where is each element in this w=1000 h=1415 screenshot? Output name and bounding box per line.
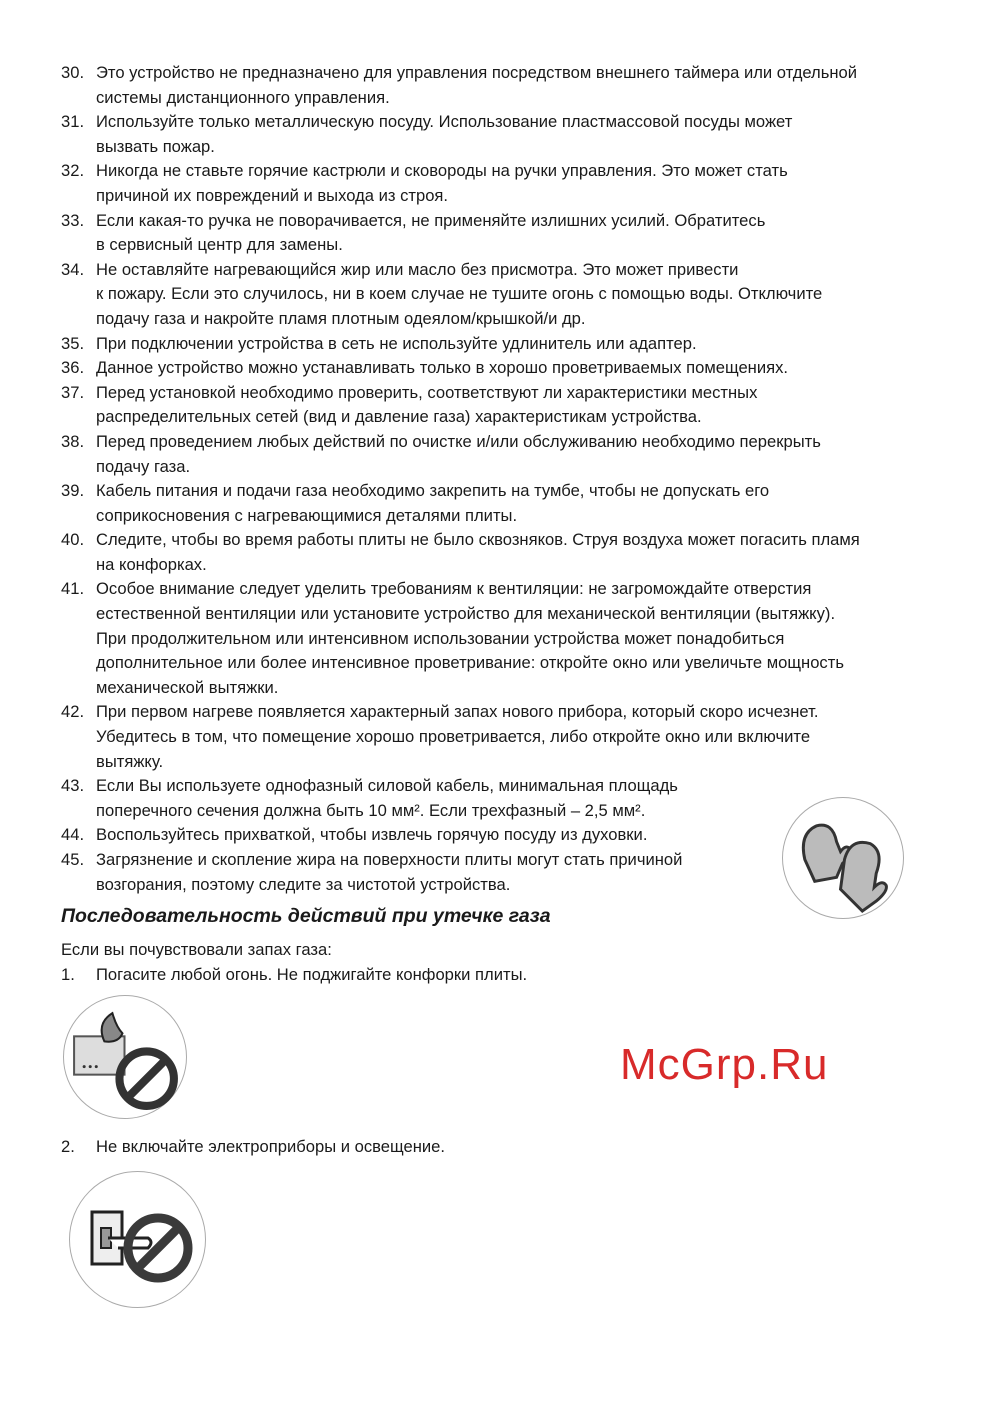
- step-text: Не включайте электроприборы и освещение.: [96, 1137, 445, 1156]
- item-text-line: распределительных сетей (вид и давление газа) характеристикам устройства.: [96, 407, 702, 427]
- item-text-line: к пожару. Если это случилось, ни в коем случае не тушите огонь с помощью воды. Отключите: [96, 284, 823, 304]
- item-number: 37.: [61, 382, 85, 402]
- item-text-line: поперечного сечения должна быть 10 мм². Если трехфазный – 2,5 мм².: [96, 800, 646, 820]
- no-open-flame-icon: [64, 996, 185, 1117]
- item-text-line: Перед установкой необходимо проверить, соответствуют ли характеристики местных: [96, 382, 758, 402]
- list-item: [61, 381, 961, 430]
- item-text-line: При продолжительном или интенсивном использовании устройства может понадобиться: [96, 628, 785, 648]
- item-text-line: Это устройство не предназначено для управления посредством внешнего таймера или отдельной: [96, 63, 858, 82]
- item-text: [96, 159, 961, 208]
- step-text: Погасите любой огонь. Не поджигайте конфорки плиты.: [96, 965, 528, 984]
- item-number: 35.: [61, 333, 85, 353]
- item-text-line: системы дистанционного управления.: [96, 87, 390, 107]
- item-text-line: в сервисный центр для замены.: [96, 235, 343, 255]
- safety-instructions-list: [61, 61, 961, 897]
- oven-mitts-illustration: [782, 797, 904, 919]
- list-item: [61, 479, 961, 528]
- item-number: 41.: [61, 579, 85, 599]
- item-text: [96, 110, 961, 159]
- item-text-line: подачу газа.: [96, 456, 191, 476]
- step-number: 1.: [61, 965, 75, 984]
- item-text-line: Кабель питания и подачи газа необходимо закрепить на тумбе, чтобы не допускать его: [96, 481, 770, 501]
- item-text: [96, 479, 961, 528]
- item-text: [96, 61, 961, 110]
- item-text: [96, 381, 961, 430]
- item-text-line: Если какая-то ручка не поворачивается, не применяйте излишних усилий. Обратитесь: [96, 210, 766, 230]
- list-item: [61, 430, 961, 479]
- item-text-line: При подключении устройства в сеть не используйте удлинитель или адаптер.: [96, 333, 697, 353]
- list-item: [61, 528, 961, 577]
- list-item: [61, 356, 961, 381]
- list-item: [61, 110, 961, 159]
- item-text-line: вытяжку.: [96, 751, 164, 771]
- item-text-line: Особое внимание следует уделить требованиям к вентиляции: не загромождайте отверстия: [96, 579, 812, 599]
- item-text-line: Если Вы используете однофазный силовой кабель, минимальная площадь: [96, 776, 678, 796]
- item-number: 43.: [61, 776, 85, 796]
- item-text-line: вызвать пожар.: [96, 136, 215, 156]
- oven-mitts-icon: [783, 798, 902, 917]
- item-text-line: Воспользуйтесь прихваткой, чтобы извлечь горячую посуду из духовки.: [96, 825, 648, 845]
- item-text-line: Загрязнение и скопление жира на поверхности плиты могут стать причиной: [96, 850, 683, 869]
- item-text-line: Не оставляйте нагревающийся жир или масло без присмотра. Это может привести: [96, 259, 739, 279]
- item-number: 45.: [61, 850, 85, 869]
- item-text-line: Перед проведением любых действий по очистке и/или обслуживанию необходимо перекрыть: [96, 431, 821, 451]
- item-number: 33.: [61, 210, 85, 230]
- list-item: [61, 577, 961, 700]
- step-number: 2.: [61, 1137, 75, 1156]
- item-number: 40.: [61, 530, 85, 550]
- item-text-line: Данное устройство можно устанавливать только в хорошо проветриваемых помещениях.: [96, 358, 789, 378]
- list-item: [61, 209, 961, 258]
- item-number: 38.: [61, 431, 85, 451]
- item-number: 34.: [61, 259, 85, 279]
- item-text: [96, 209, 961, 258]
- item-text: [96, 700, 961, 774]
- item-text: [96, 258, 961, 332]
- item-number: 36.: [61, 358, 85, 378]
- item-text-line: Никогда не ставьте горячие кастрюли и сковороды на ручки управления. Это может стать: [96, 161, 788, 181]
- item-number: 32.: [61, 161, 85, 181]
- item-text-line: возгорания, поэтому следите за чистотой устройства.: [96, 874, 511, 894]
- item-text-line: механической вытяжки.: [96, 677, 279, 697]
- item-number: 39.: [61, 481, 85, 501]
- item-number: 31.: [61, 112, 85, 132]
- item-text-line: дополнительное или более интенсивное проветривание: откройте окно или увеличьте мощность: [96, 653, 844, 673]
- item-text: [96, 430, 961, 479]
- item-text: [96, 577, 961, 700]
- item-number: 30.: [61, 63, 85, 82]
- gas-leak-intro: Если вы почувствовали запах газа:: [61, 940, 332, 959]
- item-number: 44.: [61, 825, 85, 845]
- item-text-line: на конфорках.: [96, 554, 207, 574]
- item-text: [96, 332, 961, 357]
- list-item: [61, 159, 961, 208]
- item-text-line: Используйте только металлическую посуду. Использование пластмассовой посуды может: [96, 112, 793, 132]
- no-fire-illustration: [63, 995, 187, 1119]
- item-text: [96, 356, 961, 381]
- item-text-line: подачу газа и накройте пламя плотным одеялом/крышкой/и др.: [96, 308, 586, 328]
- gas-step-1: [61, 963, 527, 988]
- list-item: [61, 700, 961, 774]
- watermark: McGrp.Ru: [620, 1040, 829, 1089]
- item-text: [96, 528, 961, 577]
- no-light-switch-icon: [70, 1172, 204, 1306]
- list-item: [61, 258, 961, 332]
- item-text-line: причиной их повреждений и выхода из строя.: [96, 185, 449, 205]
- item-number: 42.: [61, 702, 85, 722]
- list-item: [61, 61, 961, 110]
- item-text-line: Следите, чтобы во время работы плиты не было сквозняков. Струя воздуха может погасить пламя: [96, 530, 860, 550]
- list-item: [61, 332, 961, 357]
- item-text-line: Убедитесь в том, что помещение хорошо проветривается, либо откройте окно или включите: [96, 727, 811, 747]
- gas-leak-heading: Последовательность действий при утечке газа: [61, 905, 551, 927]
- gas-step-2: [61, 1135, 445, 1160]
- item-text-line: При первом нагреве появляется характерный запах нового прибора, который скоро исчезнет.: [96, 702, 819, 722]
- item-text-line: естественной вентиляции или установите устройство для механической вентиляции (вытяжку).: [96, 604, 836, 624]
- no-switch-illustration: [69, 1171, 206, 1308]
- item-text-line: соприкосновения с нагревающимися деталями плиты.: [96, 505, 518, 525]
